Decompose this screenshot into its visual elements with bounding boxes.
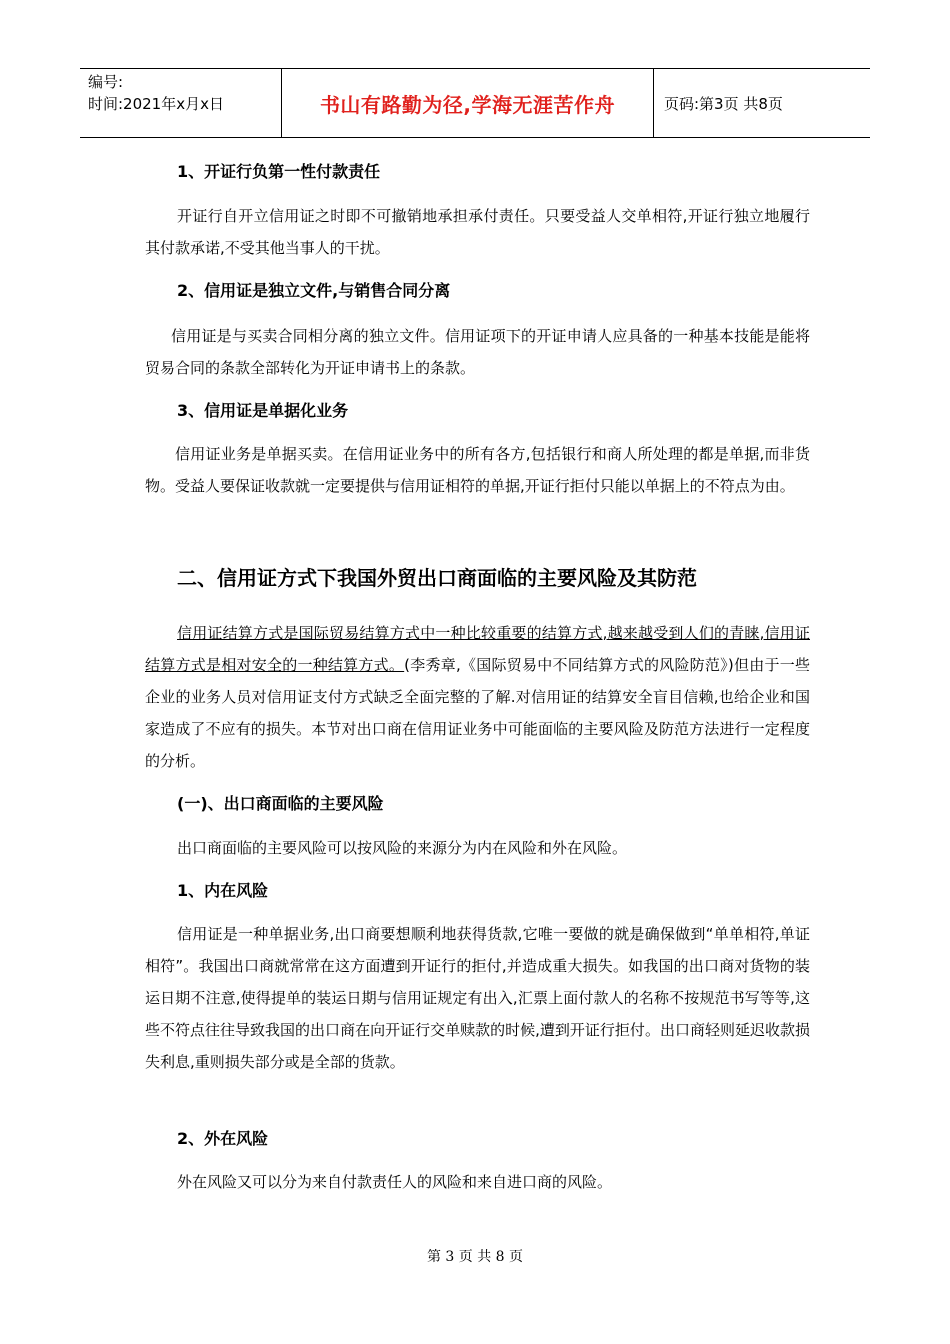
section-1-body: 开证行自开立信用证之时即不可撤销地承担承付责任。只要受益人交单相符,开证行独立地履行其付款承诺,不受其他当事人的干扰。 xyxy=(145,207,810,257)
chapter-intro-underlined: 信用证结算方式是国际贸易结算方式中一种比较重要的结算方式,越来越受到人们的青睐,信用证结算方式是相对安全的一种结算方式。 xyxy=(145,624,810,674)
risk-2-title: 2、外在风险 xyxy=(177,1129,269,1148)
page-header xyxy=(80,68,870,138)
header-left-cell xyxy=(80,69,281,137)
chapter-intro xyxy=(145,617,810,777)
subsection-1-title: (一)、出口商面临的主要风险 xyxy=(177,794,384,813)
header-motto: 书山有路勤为径,学海无涯苦作舟 xyxy=(281,69,654,137)
risk-1-title: 1、内在风险 xyxy=(177,881,269,900)
section-1-title: 1、开证行负第一性付款责任 xyxy=(177,162,381,181)
subsection-1-body: 出口商面临的主要风险可以按风险的来源分为内在风险和外在风险。 xyxy=(177,839,628,857)
document-number-label: 编号: xyxy=(88,73,124,91)
section-3-body: 信用证业务是单据买卖。在信用证业务中的所有各方,包括银行和商人所处理的都是单据,而非货物。受益人要保证收款就一定要提供与信用证相符的单据,开证行拒付只能以单据上的不符点为由。 xyxy=(145,445,810,495)
section-2-body: 信用证是与买卖合同相分离的独立文件。信用证项下的开证申请人应具备的一种基本技能是能将贸易合同的条款全部转化为开证申请书上的条款。 xyxy=(145,327,810,377)
risk-1-body: 信用证是一种单据业务,出口商要想顺利地获得货款,它唯一要做的就是确保做到“单单相符,单证相符”。我国出口商就常常在这方面遭到开证行的拒付,并造成重大损失。如我国的出口商对货物的装运日期不注意,使得提单的装运日期与信用证规定有出入,汇票上面付款人的名称不按规范书写等等,这些不符点往往导致我国的出口商在向开证行交单赎款的时候,遭到开证行拒付。出口商轻则延迟收款损失利息,重则损失部分或是全部的货款。 xyxy=(145,925,810,1071)
page-footer: 第 3 页 共 8 页 xyxy=(426,1249,524,1265)
header-page-label: 页码:第3页 共8页 xyxy=(664,94,783,113)
document-date-label: 时间:2021年x月x日 xyxy=(88,95,224,113)
risk-2-body: 外在风险又可以分为来自付款责任人的风险和来自进口商的风险。 xyxy=(177,1173,613,1191)
section-3-title: 3、信用证是单据化业务 xyxy=(177,401,349,420)
chapter-intro-rest: (李秀章,《国际贸易中不同结算方式的风险防范》)但由于一些企业的业务人员对信用证支付方式缺乏全面完整的了解.对信用证的结算安全盲目信赖,也给企业和国家造成了不应有的损失。本节对出口商在信用证业务中可能面临的主要风险及防范方法进行一定程度的分析。 xyxy=(145,656,810,770)
section-2-title: 2、信用证是独立文件,与销售合同分离 xyxy=(177,281,451,300)
chapter-title: 二、信用证方式下我国外贸出口商面临的主要风险及其防范 xyxy=(177,566,697,590)
